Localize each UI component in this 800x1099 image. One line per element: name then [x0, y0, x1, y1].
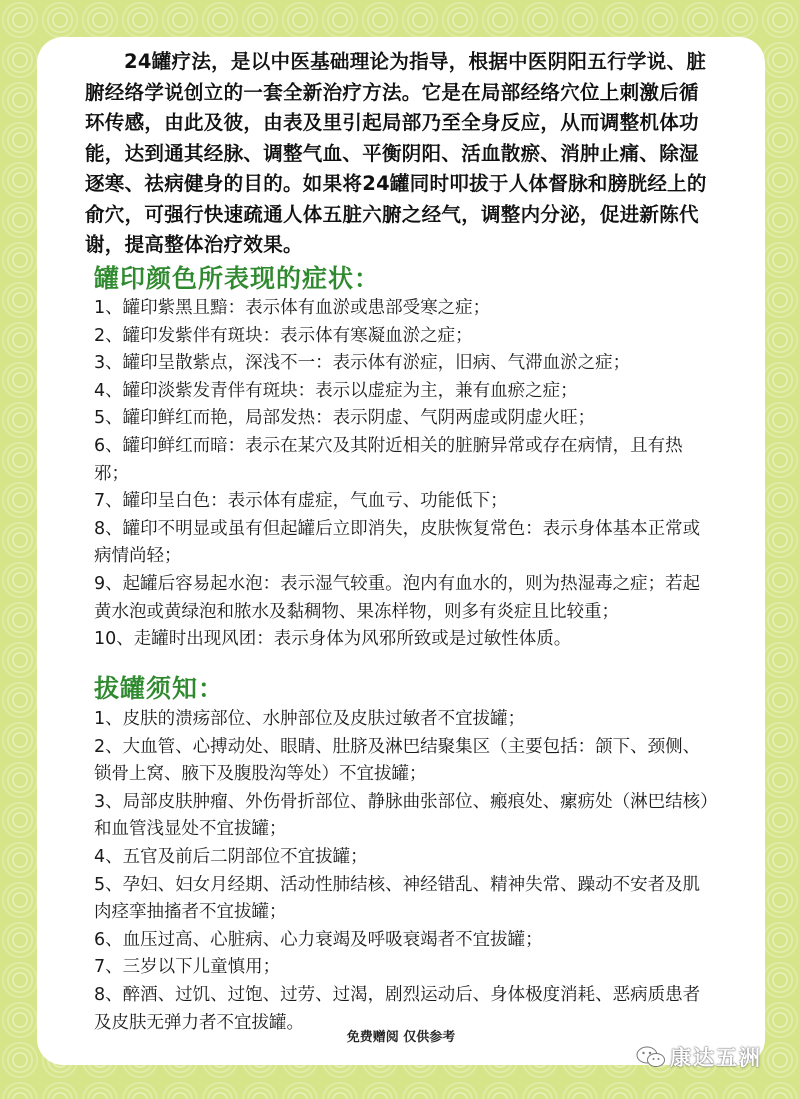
- section-title-cupping-marks: 罐印颜色所表现的症状：: [94, 264, 381, 293]
- section-title-cupping-notes: 拔罐须知：: [94, 674, 225, 703]
- watermark-text: 康达五洲: [670, 1046, 762, 1070]
- intro-paragraph: 24罐疗法，是以中医基础理论为指导，根据中医阴阳五行学说、脏腑经络学说创立的一套全新治疗方法。它是在局部经络穴位上刺激后循环传感，由此及彼，由表及里引起局部乃至全身反应，从而调整机体功能，达到通其经脉、调整气血、平衡阴阳、活血散瘀、消肿止痛、除湿逐寒、祛病健身的目的。如果将24罐同时叩拔于人体督脉和膀胱经上的俞穴，可强行快速疏通人体五脏六腑之经气，调整内分泌，促进新陈代谢，提高整体治疗效果。: [85, 50, 707, 256]
- list-item: 5、孕妇、妇女月经期、活动性肺结核、神经错乱、精神失常、躁动不安者及肌肉痉挛抽搐者不宜拔罐；: [94, 874, 701, 923]
- list-item: 3、罐印呈散紫点，深浅不一：表示体有淤症，旧病、气滞血淤之症；: [94, 353, 631, 374]
- list-item: 7、罐印呈白色：表示体有虚症，气血亏、功能低下；: [94, 491, 508, 512]
- list-item: 2、大血管、心搏动处、眼睛、肚脐及淋巴结聚集区（主要包括：颌下、颈侧、锁骨上窝、腋下及腹股沟等处）不宜拔罐；: [94, 736, 701, 785]
- list-item: 8、醉酒、过饥、过饱、过劳、过渴，剧烈运动后、身体极度消耗、恶病质患者及皮肤无弹力者不宜拔罐。: [94, 984, 701, 1033]
- cupping-notes-list: [94, 706, 714, 1037]
- wechat-icon: [636, 1046, 666, 1068]
- list-item: 6、血压过高、心脏病、心力衰竭及呼吸衰竭者不宜拔罐；: [94, 929, 543, 950]
- list-item: 8、罐印不明显或虽有但起罐后立即消失，皮肤恢复常色：表示身体基本正常或病情尚轻；: [94, 518, 701, 567]
- list-item: 6、罐印鲜红而暗：表示在某穴及其附近相关的脏腑异常或存在病情，且有热邪；: [94, 435, 683, 484]
- footer-note: 免费赠阅 仅供参考: [346, 1030, 456, 1045]
- list-item: 1、皮肤的溃疡部位、水肿部位及皮肤过敏者不宜拔罐；: [94, 709, 526, 729]
- list-item: 10、走罐时出现风团：表示身体为风邪所致或是过敏性体质。: [94, 629, 572, 650]
- list-item: 7、三岁以下儿童慎用；: [94, 957, 281, 978]
- list-item: 4、五官及前后二阴部位不宜拔罐；: [94, 846, 368, 867]
- content-card: [37, 37, 765, 1065]
- list-item: 2、罐印发紫伴有斑块：表示体有寒凝血淤之症；: [94, 325, 473, 346]
- watermark: [636, 1042, 762, 1072]
- cupping-marks-list: [94, 295, 714, 654]
- list-item: 1、罐印紫黑且黯：表示体有血淤或患部受寒之症；: [94, 298, 491, 318]
- list-item: 4、罐印淡紫发青伴有斑块：表示以虚症为主，兼有血瘀之症；: [94, 380, 578, 401]
- list-item: 9、起罐后容易起水泡：表示湿气较重。泡内有血水的，则为热湿毒之症；若起黄水泡或黄绿泡和脓水及黏稠物、果冻样物，则多有炎症且比较重；: [94, 573, 701, 622]
- list-item: 3、局部皮肤肿瘤、外伤骨折部位、静脉曲张部位、瘢痕处、瘰疬处（淋巴结核）和血管浅显处不宜拔罐；: [94, 791, 709, 840]
- list-item: 5、罐印鲜红而艳，局部发热：表示阴虚、气阴两虚或阴虚火旺；: [94, 408, 596, 429]
